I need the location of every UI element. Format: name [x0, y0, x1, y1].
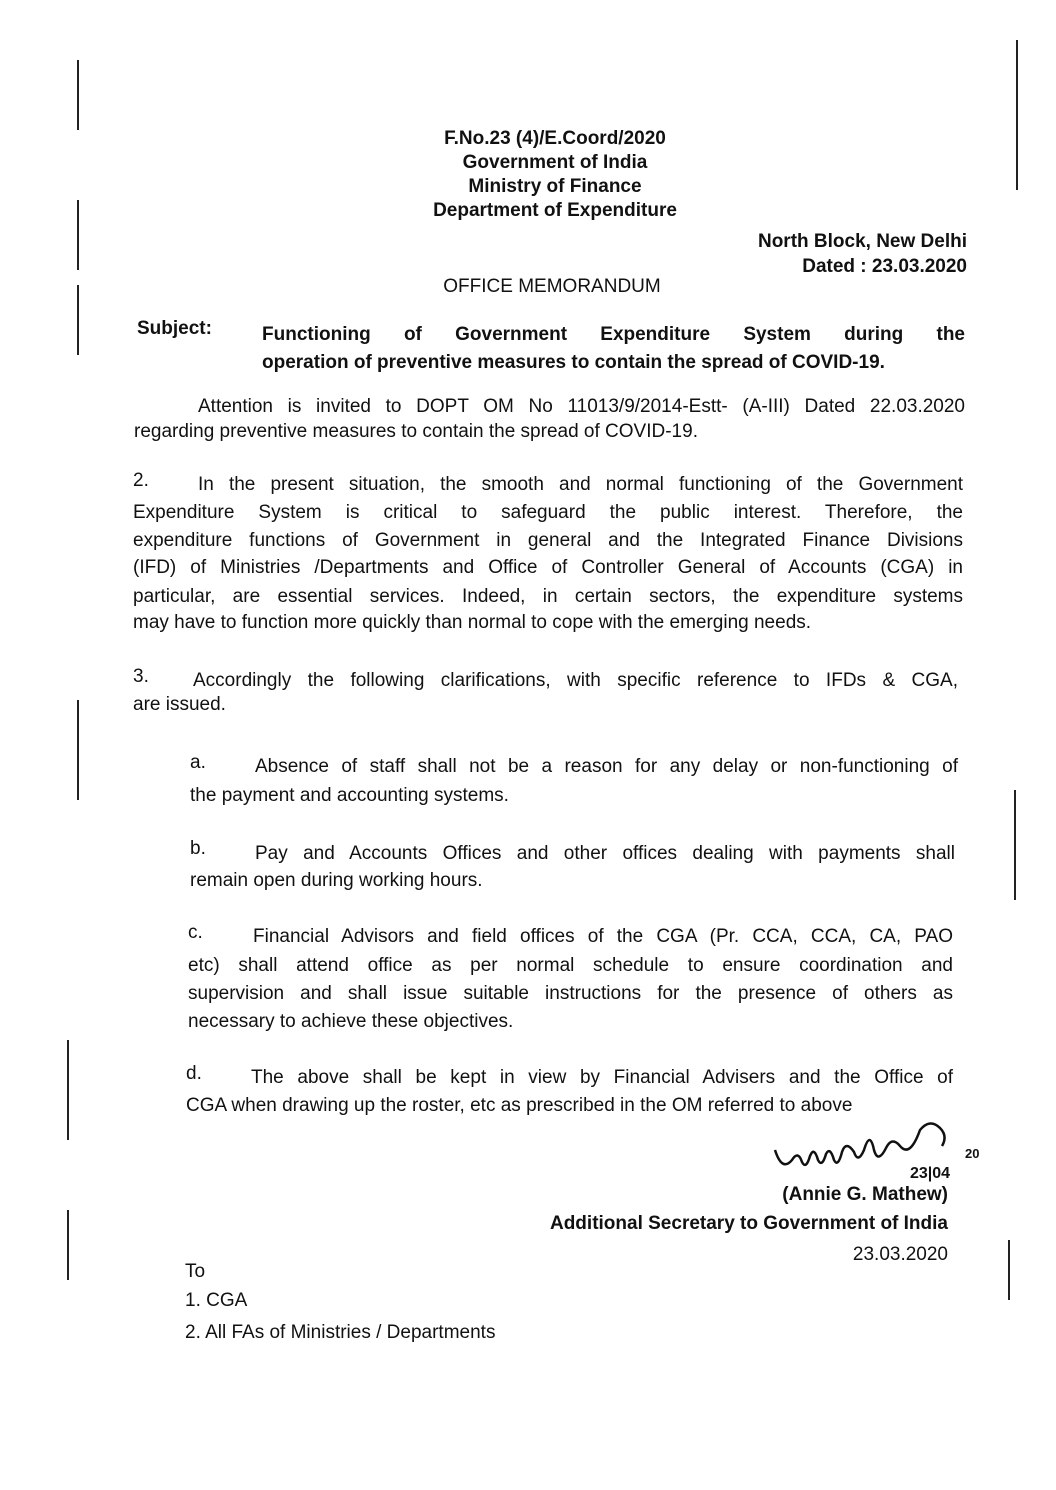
handwritten-signature — [770, 1110, 1020, 1185]
scan-edge-line — [1008, 1240, 1010, 1300]
location: North Block, New Delhi — [757, 231, 967, 252]
svg-text:23|04: 23|04 — [910, 1165, 951, 1182]
ministry-name: Ministry of Finance — [468, 176, 642, 197]
scan-edge-line — [67, 1040, 69, 1140]
dated: Dated : 23.03.2020 — [802, 256, 967, 277]
paragraph-line: In the present situation, the smooth and normal functioning of the Government — [198, 474, 963, 495]
item-line: CGA when drawing up the roster, etc as prescribed in the OM referred to above — [186, 1095, 853, 1116]
paragraph-line: (IFD) of Ministries /Departments and Office of Controller General of Accounts (CGA) in — [133, 557, 963, 578]
signature-date: 23.03.2020 — [852, 1244, 948, 1265]
paragraph-line: particular, are essential services. Indeed, in certain sectors, the expenditure systems — [133, 586, 963, 607]
item-letter: a. — [190, 752, 206, 773]
department-name: Department of Expenditure — [433, 200, 677, 221]
paragraph-line: are issued. — [133, 694, 226, 715]
paragraph-line: Expenditure System is critical to safeguard the public interest. Therefore, the — [133, 502, 963, 523]
paragraph-line: expenditure functions of Government in general and the Integrated Finance Divisions — [133, 530, 963, 551]
scan-edge-line — [1014, 790, 1016, 900]
scan-edge-line — [77, 200, 79, 270]
recipient-item: 2. All FAs of Ministries / Departments — [185, 1322, 496, 1343]
item-line: Absence of staff shall not be a reason for any delay or non-functioning of — [255, 756, 958, 777]
paragraph-line: Accordingly the following clarifications, with specific reference to IFDs & CGA, — [193, 670, 958, 691]
item-letter: b. — [190, 838, 206, 859]
scan-edge-line — [77, 285, 79, 355]
item-line: remain open during working hours. — [190, 870, 483, 891]
scan-edge-line — [77, 700, 79, 800]
subject-line: Functioning of Government Expenditure System during the — [262, 324, 965, 345]
subject-line: operation of preventive measures to contain the spread of COVID-19. — [262, 352, 885, 373]
scan-edge-line — [77, 60, 79, 130]
item-line: the payment and accounting systems. — [190, 785, 509, 806]
paragraph-line: regarding preventive measures to contain the spread of COVID-19. — [134, 421, 698, 442]
paragraph-line: may have to function more quickly than normal to cope with the emerging needs. — [133, 612, 812, 633]
paragraph-line: Attention is invited to DOPT OM No 11013/9/2014-Estt- (A-III) Dated 22.03.2020 — [198, 396, 965, 417]
paragraph-number: 2. — [133, 470, 149, 491]
item-line: necessary to achieve these objectives. — [188, 1011, 514, 1032]
item-letter: c. — [188, 922, 203, 943]
item-line: Financial Advisors and field offices of the CGA (Pr. CCA, CCA, CA, PAO — [253, 926, 953, 947]
signatory-designation: Additional Secretary to Government of India — [549, 1213, 948, 1234]
government-name: Government of India — [462, 152, 648, 173]
item-letter: d. — [186, 1063, 202, 1084]
svg-text:20: 20 — [965, 1146, 980, 1161]
item-line: etc) shall attend office as per normal schedule to ensure coordination and — [188, 955, 953, 976]
subject-label: Subject: — [137, 318, 212, 339]
memo-title: OFFICE MEMORANDUM — [443, 276, 661, 297]
scan-edge-line — [1016, 40, 1018, 190]
item-line: Pay and Accounts Offices and other offices dealing with payments shall — [255, 843, 955, 864]
signatory-name: (Annie G. Mathew) — [782, 1184, 948, 1205]
scan-edge-line — [67, 1210, 69, 1280]
item-line: supervision and shall issue suitable instructions for the presence of others as — [188, 983, 953, 1004]
item-line: The above shall be kept in view by Financial Advisers and the Office of — [251, 1067, 953, 1088]
file-number: F.No.23 (4)/E.Coord/2020 — [444, 128, 666, 149]
paragraph-number: 3. — [133, 666, 149, 687]
recipients-label: To — [185, 1261, 206, 1282]
recipient-item: 1. CGA — [185, 1290, 248, 1311]
